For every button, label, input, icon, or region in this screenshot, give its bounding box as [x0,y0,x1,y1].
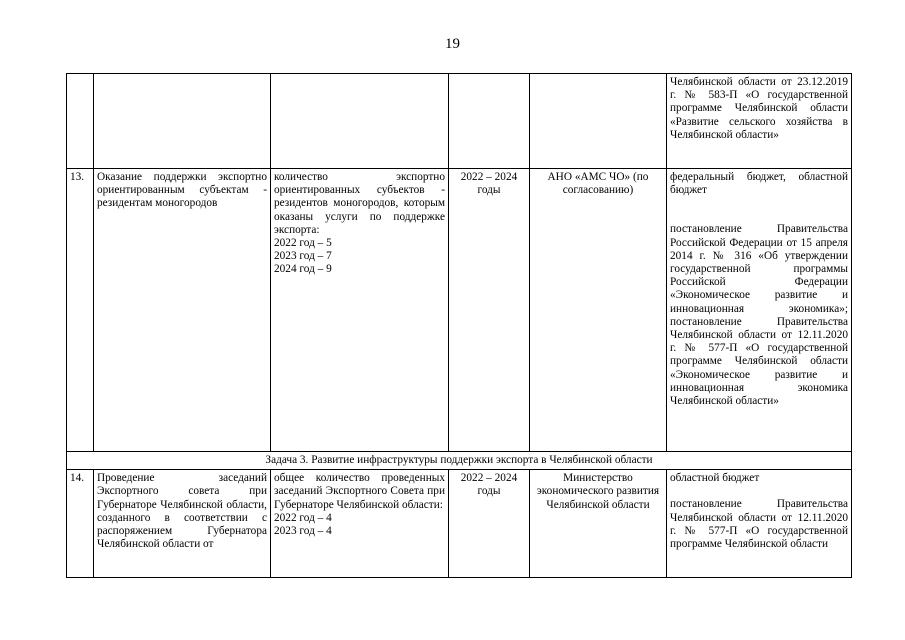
table-row [67,74,852,169]
indicator-cell [271,470,449,578]
indicator-year-value: 2024 год – 9 [274,263,332,276]
executor-cell: АНО «АМС ЧО» (по согласованию) [530,169,667,452]
executor-cell: Министерство экономического развития Челябинской области [530,470,667,578]
indicator-year-value: 2023 год – 7 [274,250,332,263]
years-cell [449,74,530,169]
financing-source: областной бюджет [670,472,760,485]
program-table [66,73,852,578]
financing-cell: Челябинской области от 23.12.2019 г. № 583-П «О государственной программе Челябинской области «Развитие сельского хозяйства в Челябинской области» [667,74,852,169]
event-cell: Оказание поддержки экспортно ориентированным субъектам - резидентам моногородов [94,169,271,452]
financing-documents: постановление Правительства Челябинской области от 12.11.2020 г. № 577-П «О государственной программе Челябинской области [670,498,848,551]
page-number: 19 [445,36,460,52]
financing-cell [667,470,852,578]
financing-documents: постановление Правительства Российской Федерации от 15 апреля 2014 г. № 316 «Об утверждении государственной программы Российской Федерации «Экономическое развитие и инновационная экономика»; постановление Правительства Челябинской области от 12.11.2020 г. № 577-П «О государственной программе Челябинской области «Экономическое развитие и инновационная экономика Челябинской области» [670,223,848,408]
indicator-text: общее количество проведенных заседаний Экспортного Совета при Губернаторе Челябинской области: [274,472,445,511]
indicator-cell [271,169,449,452]
table-row [67,452,852,470]
event-cell [94,74,271,169]
indicator-year-value: 2022 год – 5 [274,237,332,250]
event-cell: Проведение заседаний Экспортного совета при Губернаторе Челябинской области, созданного в соответствии с распоряжением Губернатора Челябинской области от [94,470,271,578]
task-heading: Задача 3. Развитие инфраструктуры поддержки экспорта в Челябинской области [67,452,852,470]
table-row [67,169,852,452]
indicator-year-value: 2023 год – 4 [274,525,332,538]
financing-cell [667,169,852,452]
indicator-text: количество экспортно ориентированных субъектов - резидентов моногородов, которым оказаны услуги по поддержке экспорта: [274,171,445,236]
row-number-cell: 13. [67,169,94,452]
table-row [67,470,852,578]
row-number-cell: 14. [67,470,94,578]
executor-cell [530,74,667,169]
row-number-cell [67,74,94,169]
years-cell: 2022 – 2024 годы [449,470,530,578]
indicator-cell [271,74,449,169]
financing-source: федеральный бюджет, областной бюджет [670,171,848,197]
years-cell: 2022 – 2024 годы [449,169,530,452]
indicator-year-value: 2022 год – 4 [274,511,332,524]
